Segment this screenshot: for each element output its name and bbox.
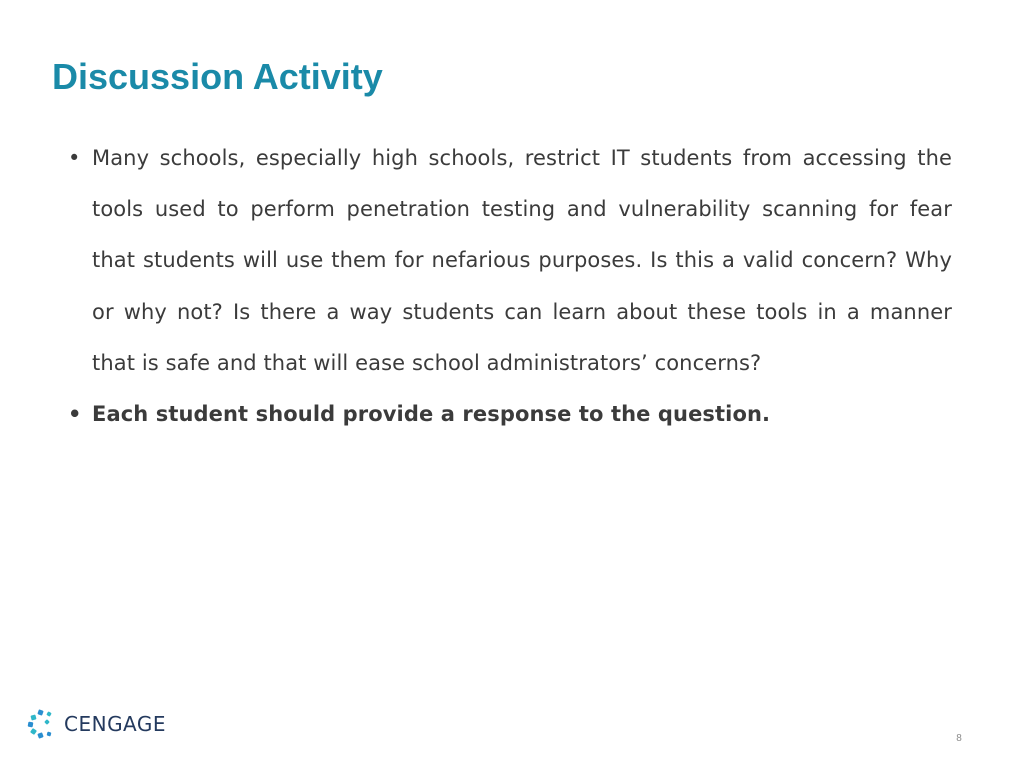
bullet-text-question: Many schools, especially high schools, restrict IT students from accessing the tools used to perform penetration testing and vulnerability scanning for fear that students will use them for nefarious purposes. Is this a valid concern? Why or why not? Is there a way students can learn about these tools in a manner that is safe and that will ease school administrators’ concerns? <box>92 146 952 375</box>
page-number: 8 <box>956 733 962 744</box>
bullet-icon: • <box>68 146 81 170</box>
bullet-text-instruction: Each student should provide a response to the question. <box>92 402 771 427</box>
slide-title: Discussion Activity <box>52 56 383 97</box>
cengage-logo-text: CENGAGE <box>64 712 167 736</box>
bullet-item-question <box>68 133 952 389</box>
bullet-item-instruction <box>68 389 952 440</box>
cengage-logo-icon <box>27 708 57 740</box>
cengage-logo <box>27 708 166 740</box>
bullet-icon: • <box>68 402 82 427</box>
bullet-list <box>68 133 952 440</box>
